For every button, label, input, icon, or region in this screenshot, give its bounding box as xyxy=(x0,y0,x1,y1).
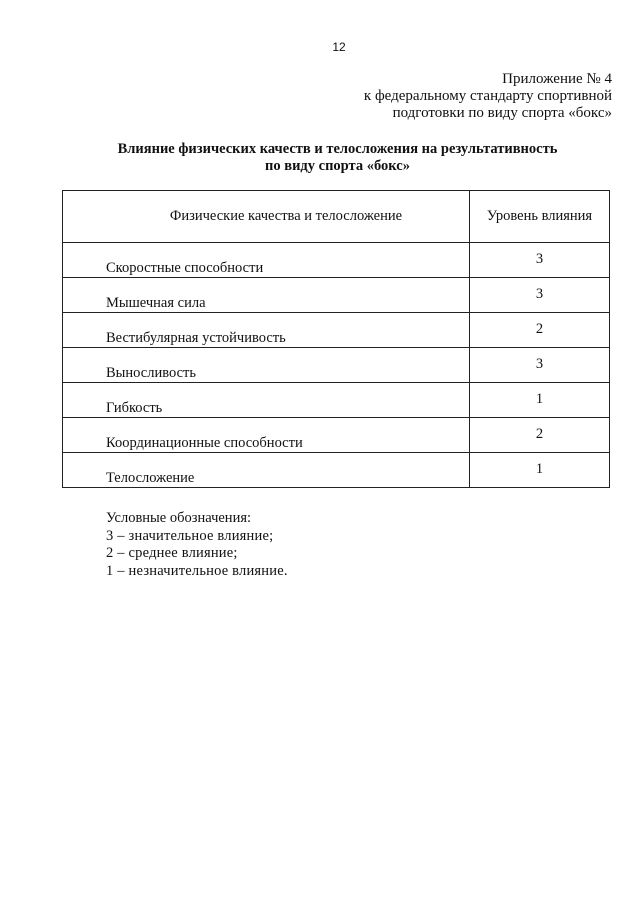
quality-cell xyxy=(63,313,470,348)
quality-name: Скоростные способности xyxy=(106,260,264,276)
appendix-line-3: подготовки по виду спорта «бокс» xyxy=(392,105,612,121)
level-cell: 2 xyxy=(470,418,610,453)
document-title xyxy=(0,141,640,175)
level-cell: 3 xyxy=(470,348,610,383)
quality-cell xyxy=(63,278,470,313)
table-row xyxy=(63,383,610,418)
level-cell: 3 xyxy=(470,278,610,313)
influence-table xyxy=(62,190,610,488)
level-cell: 1 xyxy=(470,453,610,488)
page-number: 12 xyxy=(332,40,346,54)
table-header-row xyxy=(63,191,610,243)
quality-name: Выносливость xyxy=(106,365,196,381)
header-level: Уровень влияния xyxy=(470,191,610,243)
appendix-line-1: Приложение № 4 xyxy=(502,71,612,87)
table-row xyxy=(63,313,610,348)
table-row xyxy=(63,453,610,488)
table-row xyxy=(63,243,610,278)
table-row xyxy=(63,278,610,313)
quality-name: Гибкость xyxy=(106,400,163,416)
legend-item: 2 – среднее влияние; xyxy=(106,545,238,561)
title-line-2: по виду спорта «бокс» xyxy=(265,158,410,174)
appendix-line-2: к федеральному стандарту спортивной xyxy=(363,88,612,104)
legend-heading: Условные обозначения: xyxy=(106,510,252,526)
legend-item: 3 – значительное влияние; xyxy=(106,527,274,544)
level-cell: 3 xyxy=(470,243,610,278)
quality-cell xyxy=(63,453,470,488)
quality-name: Координационные способности xyxy=(106,435,303,451)
appendix-header xyxy=(364,71,612,122)
quality-cell xyxy=(63,418,470,453)
quality-cell xyxy=(63,348,470,383)
table-row xyxy=(63,348,610,383)
quality-name: Телосложение xyxy=(106,470,195,486)
quality-name: Вестибулярная устойчивость xyxy=(106,330,286,346)
level-cell: 2 xyxy=(470,313,610,348)
legend xyxy=(106,510,288,580)
table-row xyxy=(63,418,610,453)
header-quality: Физические качества и телосложение xyxy=(63,191,470,243)
level-cell: 1 xyxy=(470,383,610,418)
quality-cell xyxy=(63,243,470,278)
legend-item: 1 – незначительное влияние. xyxy=(106,562,288,579)
title-line-1: Влияние физических качеств и телосложения на результативность xyxy=(117,141,558,157)
quality-cell xyxy=(63,383,470,418)
quality-name: Мышечная сила xyxy=(106,295,206,311)
